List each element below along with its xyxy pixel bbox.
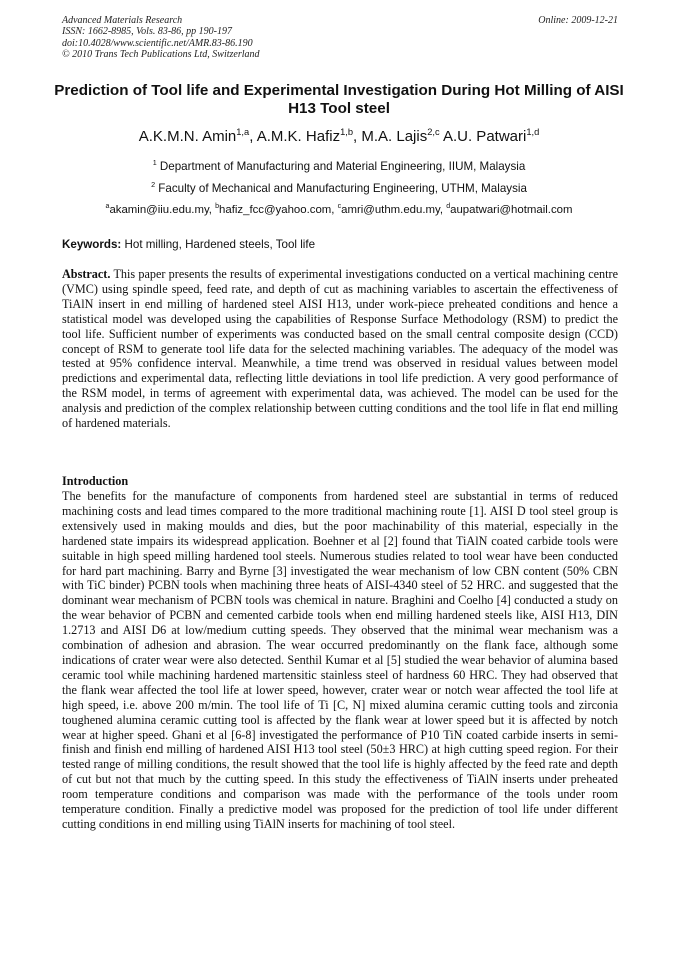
author: A.U. Patwari$^{1,d}$ bbox=[442, 127, 540, 145]
affiliation-1: $^1$ Department of Manufacturing and Material Engineering, IIUM, Malaysia bbox=[152, 158, 526, 173]
journal-header bbox=[62, 15, 618, 61]
author: A.M.K. Hafiz$^{1,b}$, bbox=[256, 127, 362, 145]
introduction-heading: Introduction bbox=[62, 474, 129, 488]
author-affiliation-mark: 1,a bbox=[236, 127, 250, 137]
online-date: Online: 2009-12-21 bbox=[538, 15, 618, 26]
issn-line: ISSN: 1662-8985, Vols. 83-86, pp 190-197 bbox=[62, 26, 232, 38]
author-emails bbox=[40, 203, 638, 217]
doi-line: doi:10.4028/www.scientific.net/AMR.83-86.190 bbox=[62, 37, 253, 49]
email[interactable]: $^c$amri@uthm.edu.my, bbox=[337, 203, 447, 216]
abstract-text: This paper presents the results of experimental investigations conducted on a vertical machining centre (VMC) using spindle speed, feed rate, and depth of cut as machining variables to ascertain the effectiveness of TiAlN insert in end milling of hardened steel AISI H13, under work-piece preheated conditions and hence a statistical model was developed using the capabilities of Response Surface Methodology (RSM) to predict the tool life. Sufficient number of experiments was conducted based on the small central composite design (CCD) concept of RSM to generate tool life data for the selected machining variables. The adequacy of the model was tested at 95% confidence interval. Meanwhile, a time trend was observed in residual values between model predictions and experimental data, reflecting little deviations in tool life prediction. A very good performance of the RSM model, in terms of agreement with experimental data, was achieved. The model can be used for the analysis and prediction of the complex relationship between cutting conditions and the tool life in flat end milling of hardened materials. bbox=[62, 267, 618, 431]
abstract bbox=[62, 267, 618, 431]
author-affiliation-mark: 1,d bbox=[526, 127, 540, 137]
introduction-text: The benefits for the manufacture of components from hardened steel are substantial in terms of reduced machining costs and lead times compared to the more traditional machining route [1]. AISI D tool steel group is extensively used in making moulds and dies, but the poor machinability of this material, especially in the hardened state impairs its widespread application. Boehner et al [2] found that TiAlN coated carbide tools were suitable in high speed milling hardened tool steels. Numerous studies related to tool wear have been conducted for hard part machining. Barry and Byrne [3] investigated the wear mechanism of low CBN content (50% CBN with TiC binder) PCBN tools when machining three heats of AISI-4340 steel of 52 HRC. and suggested that the dominant wear mechanism of PCBN tools was chemical in nature. Braghini and Coelho [4] conducted a study on the wear behavior of PCBN and cemented carbide tools when end milling hardened steels like, AISI H13, DIN 1.2713 and AISI D6 at low/medium cutting speeds. They observed that the minimal wear mechanism was a combination of adhesion and abrasion. The wear occurred predominantly on the flank face, although some indications of crater wear were also detected. Senthil Kumar et al [5] studied the wear behavior of alumina based ceramic tool while machining hardened martensitic stainless steel of hardness 60 HRC. They had observed that the flank wear affected the tool life at lower speed, however, crater wear or notch wear affected the tool life at high speed, i.e. above 200 m/min. The tool life of Ti [C, N] mixed alumina ceramic cutting tools and zirconia toughened alumina ceramic cutting tool is affected by the flank wear at lower speed but it is affected by notch wear at higher speed. Ghani et al [6-8] investigated the performance of P10 TiN coated carbide inserts in semi-finish and finish end milling of hardened AISI H13 tool steel (50±3 HRC) at high cutting speed region. For their tested range of milling conditions, the result showed that the tool life is highly affected by the feed rate and depth of cut but not that much by the cutting speed. In this study the effectiveness of TiAlN inserts under preheated room temperature conditions and comparison was made with the performance of the tools under room temperature condition. Finally a predictive model was proposed for the prediction of tool life under different cutting conditions in end milling using TiAlN inserts for machining of tool steel. bbox=[62, 489, 618, 831]
journal-name: Advanced Materials Research bbox=[62, 15, 183, 26]
keywords bbox=[62, 238, 618, 252]
author-affiliation-mark: 2,c bbox=[427, 127, 440, 137]
email[interactable]: $^d$aupatwari@hotmail.com bbox=[446, 203, 573, 216]
author-affiliation-mark: 1,b bbox=[340, 127, 354, 137]
abstract-label: Abstract. bbox=[62, 267, 111, 281]
author: A.K.M.N. Amin$^{1,a}$, bbox=[138, 127, 257, 145]
author: M.A. Lajis$^{2,c}$ bbox=[361, 127, 440, 145]
author-list bbox=[40, 127, 638, 146]
keywords-text: Hot milling, Hardened steels, Tool life bbox=[121, 238, 316, 251]
email[interactable]: $^b$hafiz_fcc@yahoo.com, bbox=[215, 203, 338, 216]
email[interactable]: $^a$akamin@iiu.edu.my, bbox=[105, 203, 216, 216]
paper-title: Prediction of Tool life and Experimental Investigation During Hot Milling of AISI H13 Tool steel bbox=[54, 82, 624, 117]
keywords-label: Keywords: bbox=[62, 238, 122, 251]
copyright-line: © 2010 Trans Tech Publications Ltd, Switzerland bbox=[62, 49, 260, 61]
affiliation-2: $^2$ Faculty of Mechanical and Manufacturing Engineering, UTHM, Malaysia bbox=[151, 180, 527, 195]
